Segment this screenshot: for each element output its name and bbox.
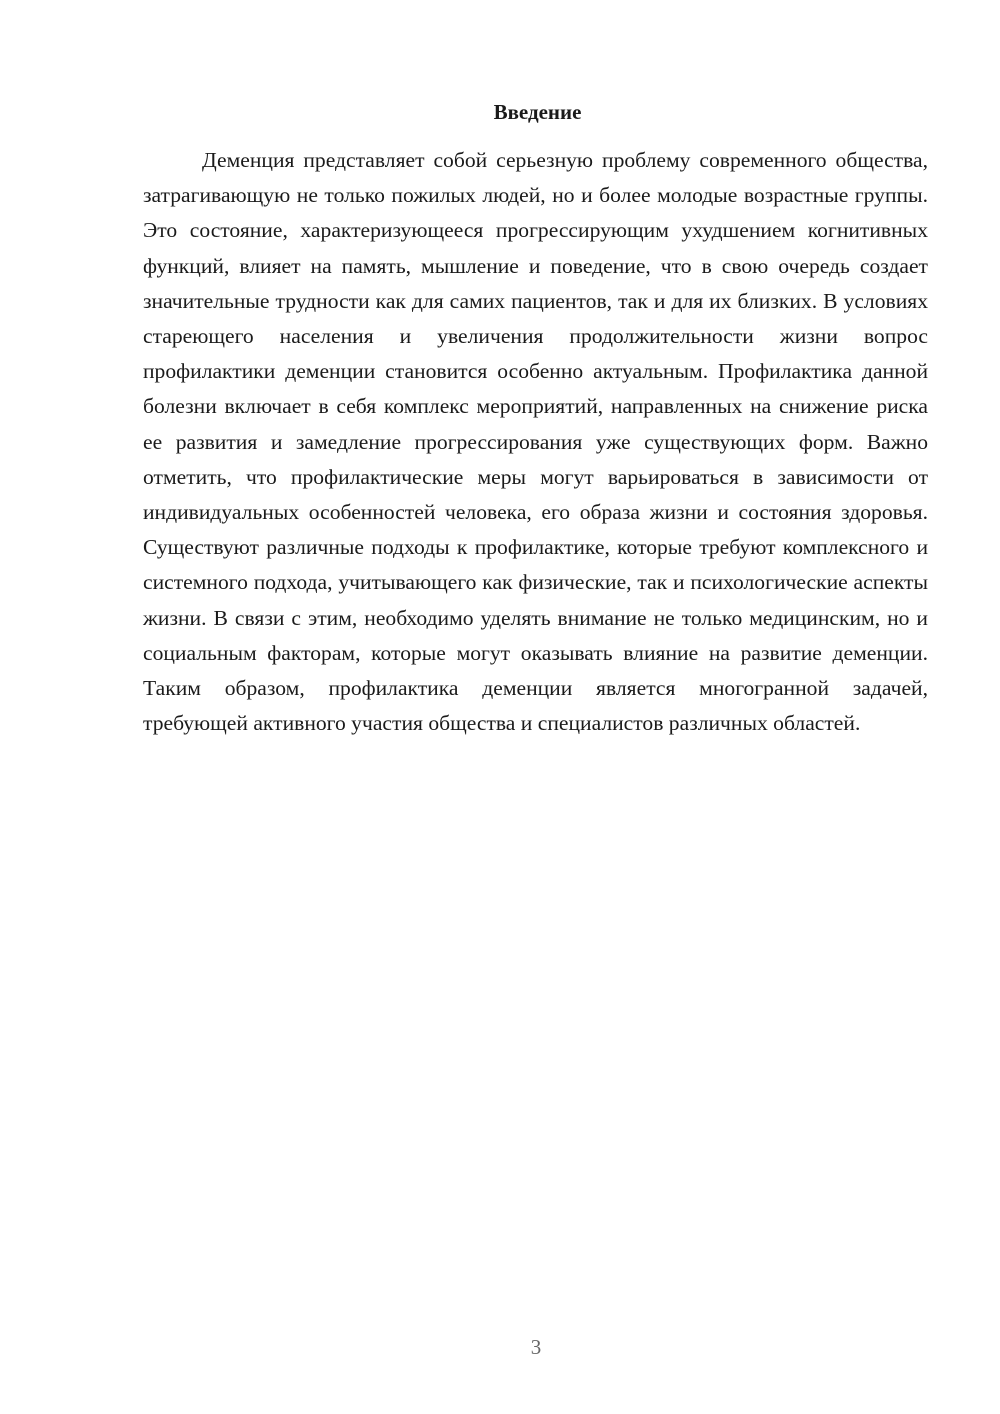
body-paragraph: Деменция представляет собой серьезную проблему современного общества, затрагивающую не только пожилых людей, но и более молодые возрастные группы. Это состояние, характеризующееся прогрессирующим ухудшением когнитивных функций, влияет на память, мышление и поведение, что в свою очередь создает значительные трудности как для самих пациентов, так и для их близких. В условиях стареющего населения и увеличения продолжительности жизни вопрос профилактики деменции становится особенно актуальным. Профилактика данной болезни включает в себя комплекс мероприятий, направленных на снижение риска ее развития и замедление прогрессирования уже существующих форм. Важно отметить, что профилактические меры могут варьироваться в зависимости от индивидуальных особенностей человека, его образа жизни и состояния здоровья. Существуют различные подходы к профилактике, которые требуют комплексного и системного подхода, учитывающего как физические, так и психологические аспекты жизни. В связи с этим, необходимо уделять внимание не только медицинским, но и социальным факторам, которые могут оказывать влияние на развитие деменции. Таким образом, профилактика деменции является многогранной задачей, требующей активного участия общества и специалистов различных областей. [143,148,928,736]
page-number: 3 [530,1335,542,1359]
section-title: Введение [493,100,582,124]
